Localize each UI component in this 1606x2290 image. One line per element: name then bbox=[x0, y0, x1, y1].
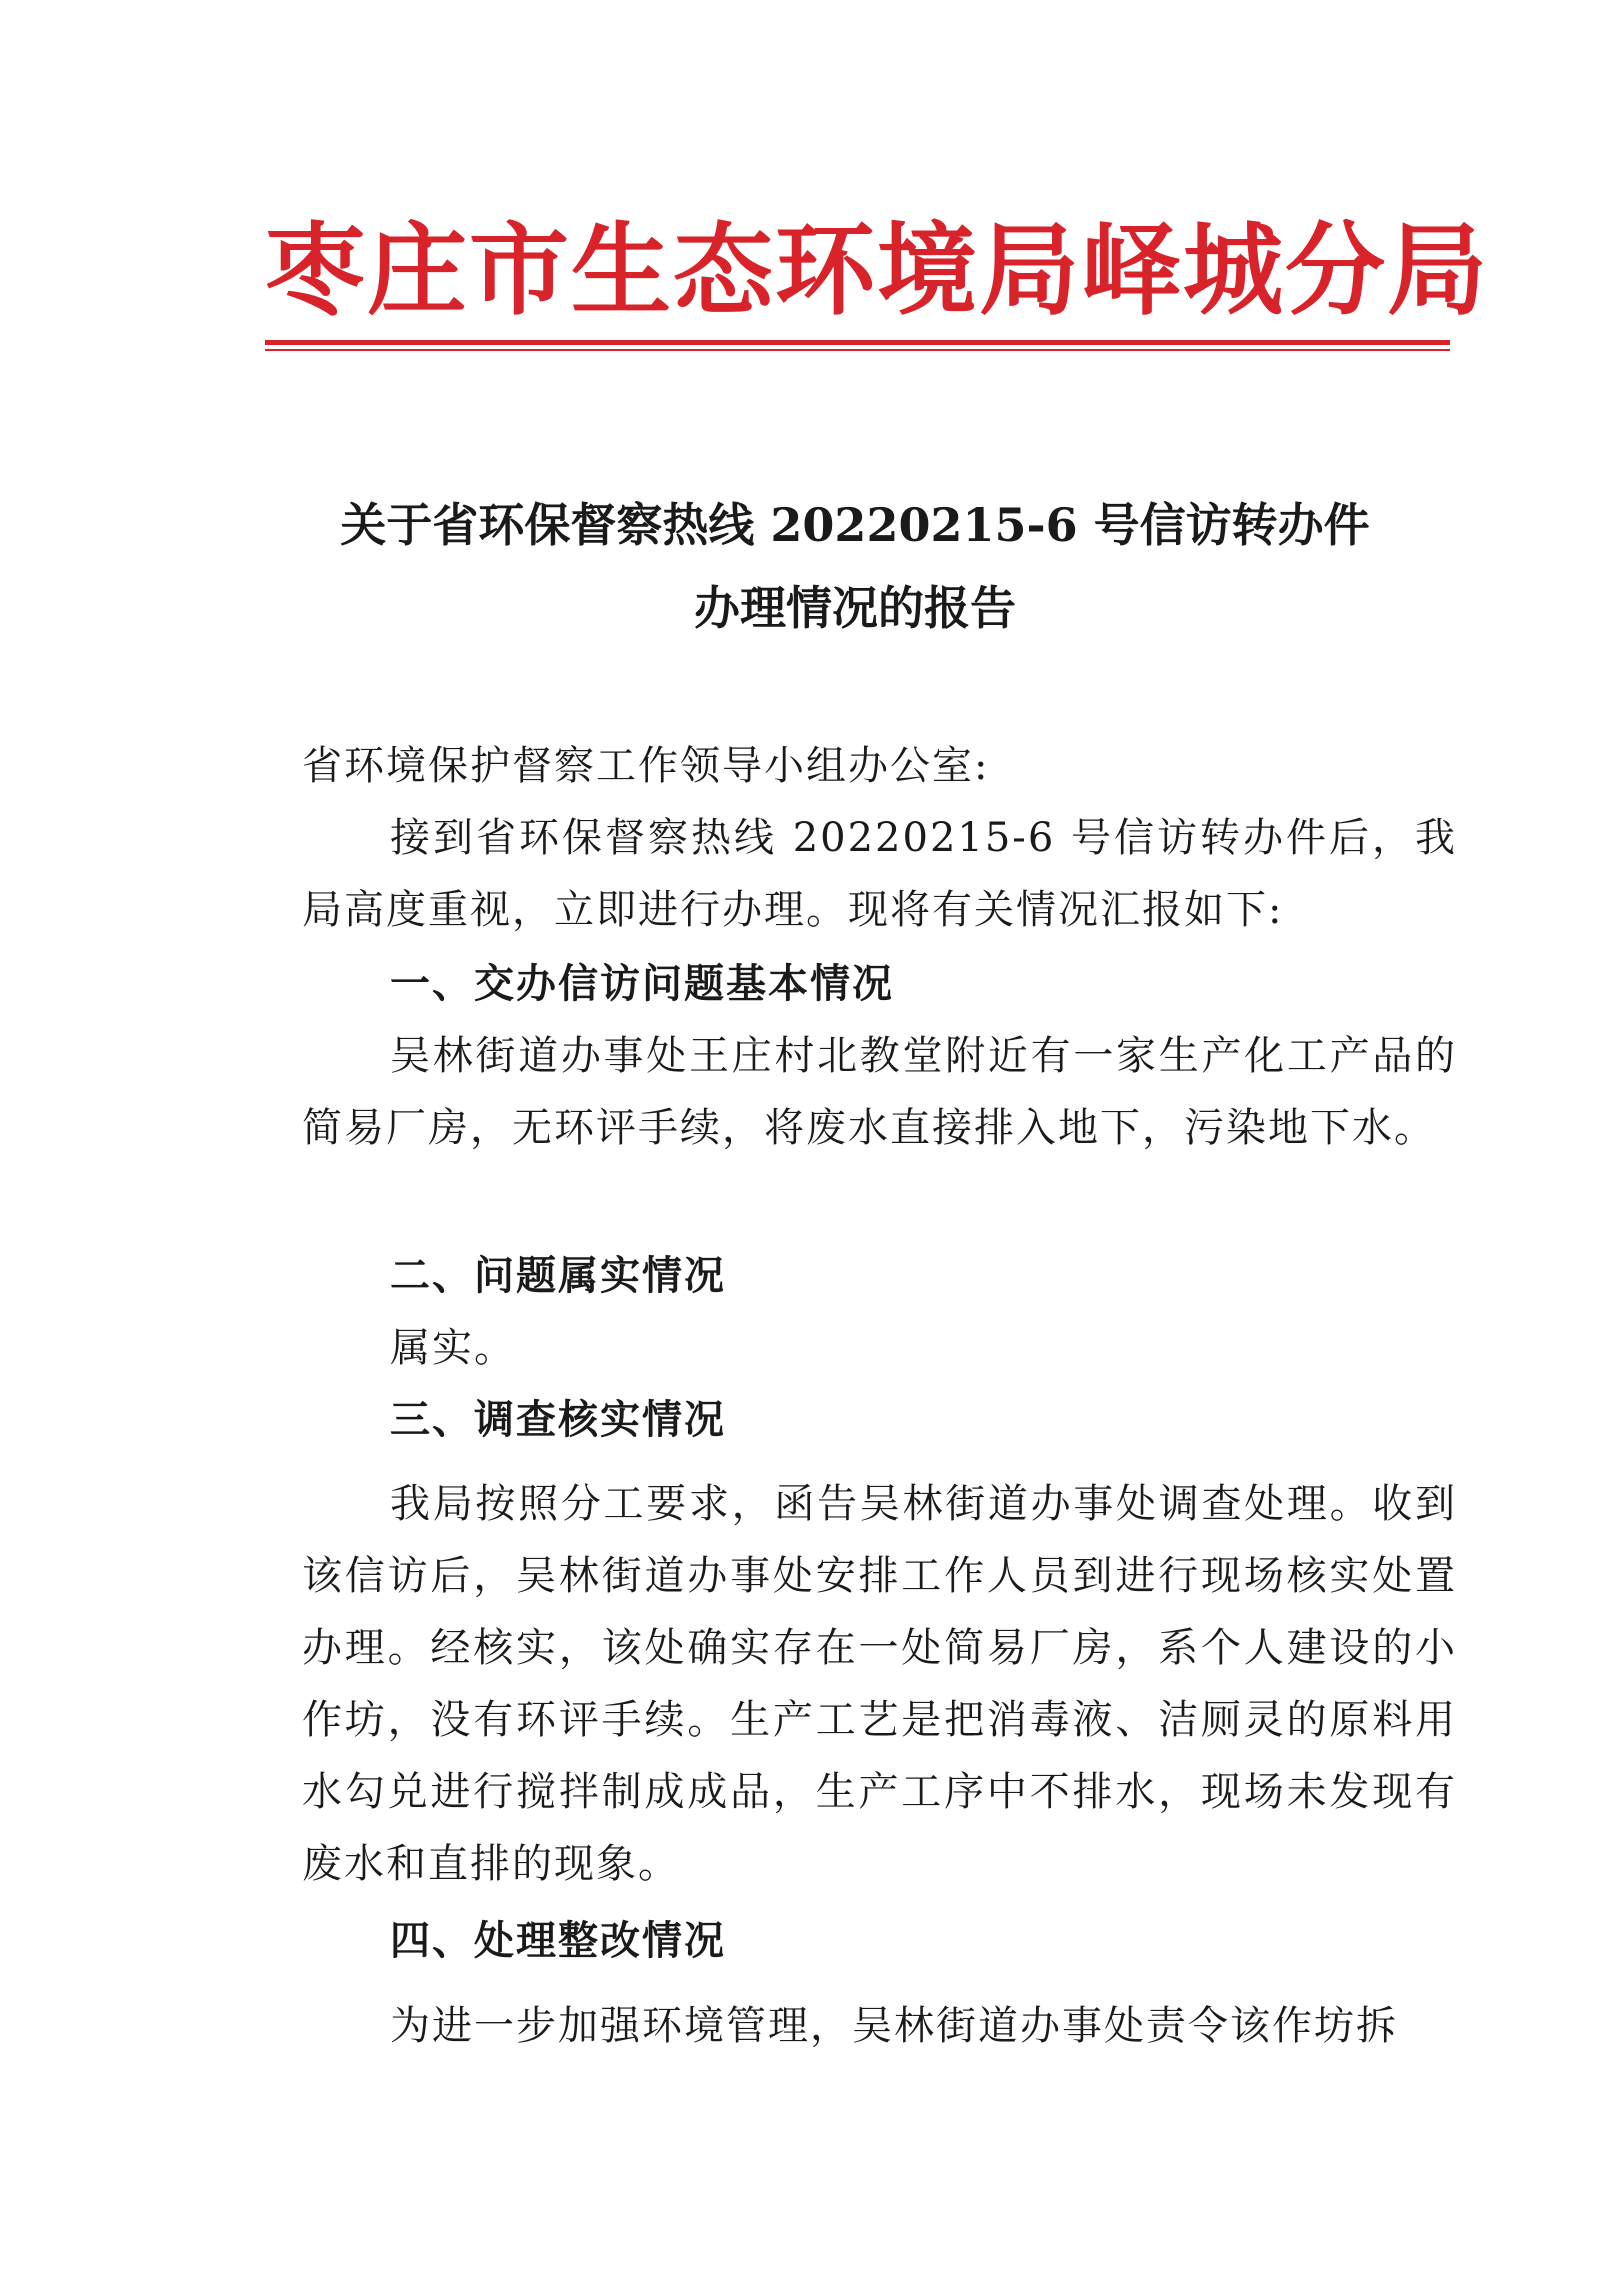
section-text-1: 吴林街道办事处王庄村北教堂附近有一家生产化工产品的简易厂房，无环评手续，将废水直接排入地下，污染地下水。 bbox=[302, 1033, 1457, 1151]
salutation: 省环境保护督察工作领导小组办公室: bbox=[302, 743, 990, 789]
letterhead-red-rule-thin bbox=[265, 349, 1450, 351]
document-title-line-1: 关于省环保督察热线 20220215-6 号信访转办件 bbox=[340, 498, 1370, 552]
letterhead-red-rule-thick bbox=[265, 340, 1450, 345]
section-text-3: 我局按照分工要求，函告吴林街道办事处调查处理。收到该信访后，吴林街道办事处安排工作人员到进行现场核实处置办理。经核实，该处确实存在一处简易厂房，系个人建设的小作坊，没有环评手续。生产工艺是把消毒液、洁厕灵的原料用水勾兑进行搅拌制成成品，生产工序中不排水，现场未发现有废水和直排的现象。 bbox=[302, 1481, 1457, 1887]
section-heading-3: 三、调查核实情况 bbox=[390, 1397, 726, 1443]
letterhead-org-name: 枣庄市生态环境局峄城分局 bbox=[265, 211, 1489, 329]
section-heading-2: 二、问题属实情况 bbox=[390, 1253, 726, 1299]
document-title-line-2: 办理情况的报告 bbox=[694, 581, 1016, 635]
section-heading-4: 四、处理整改情况 bbox=[390, 1918, 726, 1964]
section-text-4: 为进一步加强环境管理，吴林街道办事处责令该作坊拆 bbox=[390, 2003, 1398, 2049]
section-heading-1: 一、交办信访问题基本情况 bbox=[390, 961, 894, 1007]
section-text-2: 属实。 bbox=[390, 1325, 516, 1371]
intro-paragraph: 接到省环保督察热线 20220215-6 号信访转办件后，我局高度重视，立即进行办理。现将有关情况汇报如下: bbox=[302, 815, 1457, 933]
